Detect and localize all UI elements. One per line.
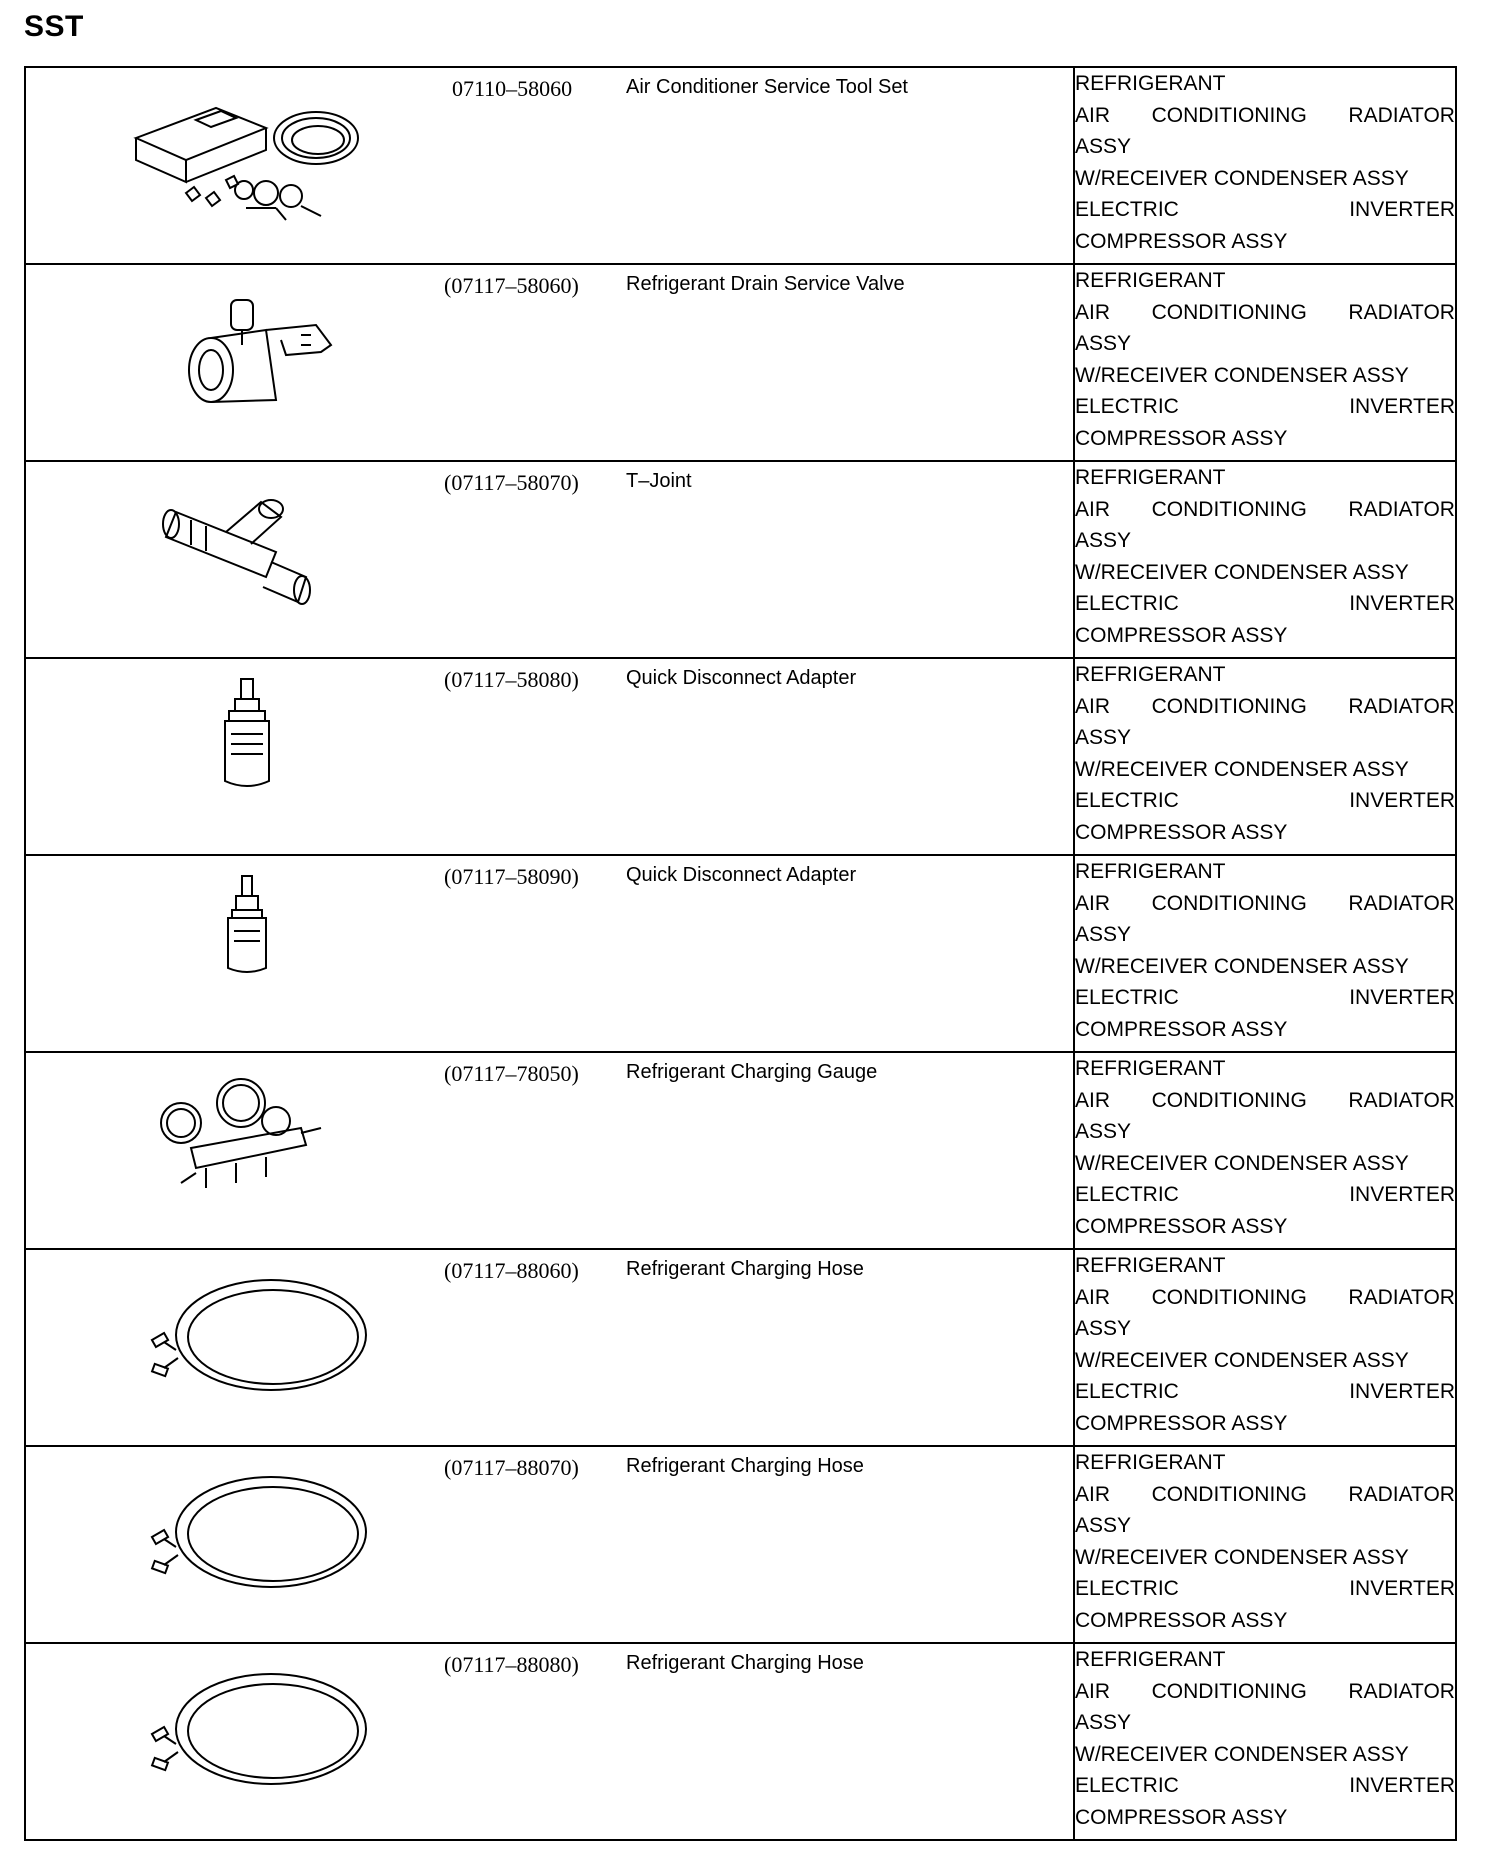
usage-line-air-conditioning-radiator: [1075, 888, 1455, 920]
usage-line-assy: ASSY: [1075, 529, 1132, 552]
usage-word-air: AIR: [1075, 694, 1111, 718]
usage-word-conditioning: CONDITIONING: [1151, 300, 1307, 324]
part-number: (07117–58090): [444, 864, 579, 889]
usage-word-radiator: RADIATOR: [1348, 891, 1455, 915]
usage-word-inverter: INVERTER: [1349, 1577, 1455, 1600]
usage-line-electric-inverter: [1075, 1179, 1455, 1211]
usage-line-electric-inverter: [1075, 194, 1455, 226]
charging-hose-icon: [96, 1654, 396, 1824]
tool-name: Quick Disconnect Adapter: [626, 667, 857, 689]
part-number: (07117–88070): [444, 1455, 579, 1480]
usage-cell: [1074, 855, 1456, 1052]
tool-name: Air Conditioner Service Tool Set: [626, 76, 908, 98]
usage-cell: [1074, 264, 1456, 461]
tool-cell: [25, 1052, 1074, 1249]
usage-line-refrigerant: REFRIGERANT: [1075, 1057, 1226, 1080]
usage-line-air-conditioning-radiator: [1075, 1479, 1455, 1511]
part-number: (07117–58070): [444, 470, 579, 495]
usage-word-radiator: RADIATOR: [1348, 1679, 1455, 1703]
usage-word-inverter: INVERTER: [1349, 789, 1455, 812]
usage-word-air: AIR: [1075, 103, 1111, 127]
charging-hose-icon: [96, 1457, 396, 1627]
usage-word-radiator: RADIATOR: [1348, 300, 1455, 324]
usage-word-inverter: INVERTER: [1349, 592, 1455, 615]
usage-line-air-conditioning-radiator: [1075, 1085, 1455, 1117]
tool-cell: [25, 1643, 1074, 1840]
usage-word-conditioning: CONDITIONING: [1151, 1088, 1307, 1112]
usage-word-air: AIR: [1075, 1088, 1111, 1112]
usage-word-electric: ELECTRIC: [1075, 789, 1179, 812]
tool-cell: [25, 1249, 1074, 1446]
usage-line-compressor: COMPRESSOR ASSY: [1075, 1805, 1288, 1829]
usage-cell: [1074, 1643, 1456, 1840]
usage-word-radiator: RADIATOR: [1348, 497, 1455, 521]
usage-line-electric-inverter: [1075, 588, 1455, 620]
tool-name: Refrigerant Charging Hose: [626, 1455, 864, 1477]
usage-line-compressor: COMPRESSOR ASSY: [1075, 1411, 1288, 1435]
sst-table-body: [25, 67, 1456, 1840]
usage-line-assy: ASSY: [1075, 332, 1132, 355]
part-number: (07117–88060): [444, 1258, 579, 1283]
usage-line-compressor: COMPRESSOR ASSY: [1075, 820, 1288, 844]
usage-word-air: AIR: [1075, 497, 1111, 521]
usage-word-air: AIR: [1075, 1285, 1111, 1309]
usage-word-electric: ELECTRIC: [1075, 592, 1179, 615]
usage-word-radiator: RADIATOR: [1348, 1482, 1455, 1506]
usage-line-air-conditioning-radiator: [1075, 1676, 1455, 1708]
usage-word-radiator: RADIATOR: [1348, 1285, 1455, 1309]
usage-line-air-conditioning-radiator: [1075, 100, 1455, 132]
usage-line-assy: ASSY: [1075, 923, 1132, 946]
sst-table: [24, 66, 1457, 1841]
tool-row: [25, 1643, 1456, 1840]
charging-gauge-icon: [96, 1063, 396, 1233]
usage-word-inverter: INVERTER: [1349, 986, 1455, 1009]
tool-row: [25, 1052, 1456, 1249]
usage-line-air-conditioning-radiator: [1075, 494, 1455, 526]
usage-line-electric-inverter: [1075, 1573, 1455, 1605]
usage-line-compressor: COMPRESSOR ASSY: [1075, 426, 1288, 450]
usage-line-refrigerant: REFRIGERANT: [1075, 1254, 1226, 1277]
usage-line-compressor: COMPRESSOR ASSY: [1075, 229, 1288, 253]
usage-line-air-conditioning-radiator: [1075, 691, 1455, 723]
usage-line-compressor: COMPRESSOR ASSY: [1075, 1214, 1288, 1238]
part-number: 07110–58060: [452, 76, 573, 101]
part-number: (07117–58080): [444, 667, 579, 692]
part-number: (07117–78050): [444, 1061, 579, 1086]
tool-name: Refrigerant Charging Hose: [626, 1652, 864, 1674]
usage-word-inverter: INVERTER: [1349, 1183, 1455, 1206]
usage-line-condenser: W/RECEIVER CONDENSER ASSY: [1075, 1545, 1409, 1569]
tool-row: [25, 658, 1456, 855]
tool-name: Refrigerant Charging Hose: [626, 1258, 864, 1280]
usage-word-conditioning: CONDITIONING: [1151, 497, 1307, 521]
quick-adapter-small-icon: [96, 866, 396, 1036]
usage-line-condenser: W/RECEIVER CONDENSER ASSY: [1075, 166, 1409, 190]
usage-line-assy: ASSY: [1075, 1514, 1132, 1537]
usage-line-refrigerant: REFRIGERANT: [1075, 466, 1226, 489]
tool-cell: [25, 658, 1074, 855]
tool-row: [25, 1249, 1456, 1446]
drain-valve-icon: [96, 275, 396, 445]
usage-word-electric: ELECTRIC: [1075, 986, 1179, 1009]
tool-row: [25, 1446, 1456, 1643]
usage-line-air-conditioning-radiator: [1075, 1282, 1455, 1314]
tool-row: [25, 461, 1456, 658]
usage-line-assy: ASSY: [1075, 1120, 1132, 1143]
usage-line-refrigerant: REFRIGERANT: [1075, 1451, 1226, 1474]
tool-cell: [25, 855, 1074, 1052]
usage-line-assy: ASSY: [1075, 135, 1132, 158]
tool-cell: [25, 461, 1074, 658]
usage-line-assy: ASSY: [1075, 1317, 1132, 1340]
usage-line-condenser: W/RECEIVER CONDENSER ASSY: [1075, 954, 1409, 978]
tool-cell: [25, 1446, 1074, 1643]
usage-line-refrigerant: REFRIGERANT: [1075, 663, 1226, 686]
usage-line-condenser: W/RECEIVER CONDENSER ASSY: [1075, 560, 1409, 584]
usage-line-refrigerant: REFRIGERANT: [1075, 269, 1226, 292]
usage-word-inverter: INVERTER: [1349, 198, 1455, 221]
tool-name: Refrigerant Drain Service Valve: [626, 273, 905, 295]
usage-line-refrigerant: REFRIGERANT: [1075, 860, 1226, 883]
usage-line-electric-inverter: [1075, 785, 1455, 817]
service-tool-set-icon: [96, 78, 396, 248]
usage-cell: [1074, 1446, 1456, 1643]
usage-line-compressor: COMPRESSOR ASSY: [1075, 623, 1288, 647]
usage-line-electric-inverter: [1075, 391, 1455, 423]
tool-row: [25, 855, 1456, 1052]
tool-cell: [25, 67, 1074, 264]
usage-word-electric: ELECTRIC: [1075, 1183, 1179, 1206]
usage-word-inverter: INVERTER: [1349, 1380, 1455, 1403]
page-title: SST: [24, 10, 84, 43]
usage-word-conditioning: CONDITIONING: [1151, 891, 1307, 915]
usage-word-conditioning: CONDITIONING: [1151, 1482, 1307, 1506]
usage-line-condenser: W/RECEIVER CONDENSER ASSY: [1075, 1348, 1409, 1372]
tool-row: [25, 264, 1456, 461]
usage-cell: [1074, 658, 1456, 855]
usage-line-air-conditioning-radiator: [1075, 297, 1455, 329]
usage-word-air: AIR: [1075, 891, 1111, 915]
usage-cell: [1074, 461, 1456, 658]
usage-word-conditioning: CONDITIONING: [1151, 1285, 1307, 1309]
usage-word-electric: ELECTRIC: [1075, 198, 1179, 221]
usage-line-condenser: W/RECEIVER CONDENSER ASSY: [1075, 363, 1409, 387]
usage-line-condenser: W/RECEIVER CONDENSER ASSY: [1075, 1151, 1409, 1175]
usage-word-electric: ELECTRIC: [1075, 395, 1179, 418]
usage-word-conditioning: CONDITIONING: [1151, 103, 1307, 127]
usage-word-air: AIR: [1075, 300, 1111, 324]
usage-line-refrigerant: REFRIGERANT: [1075, 1648, 1226, 1671]
usage-word-electric: ELECTRIC: [1075, 1380, 1179, 1403]
usage-word-inverter: INVERTER: [1349, 395, 1455, 418]
usage-word-electric: ELECTRIC: [1075, 1774, 1179, 1797]
usage-line-electric-inverter: [1075, 1770, 1455, 1802]
tool-name: Quick Disconnect Adapter: [626, 864, 857, 886]
quick-adapter-icon: [96, 669, 396, 839]
tool-cell: [25, 264, 1074, 461]
t-joint-icon: [96, 472, 396, 642]
part-number: (07117–58060): [444, 273, 579, 298]
usage-cell: [1074, 67, 1456, 264]
usage-line-assy: ASSY: [1075, 1711, 1132, 1734]
usage-word-conditioning: CONDITIONING: [1151, 694, 1307, 718]
charging-hose-icon: [96, 1260, 396, 1430]
usage-line-condenser: W/RECEIVER CONDENSER ASSY: [1075, 757, 1409, 781]
usage-word-radiator: RADIATOR: [1348, 694, 1455, 718]
tool-row: [25, 67, 1456, 264]
usage-line-compressor: COMPRESSOR ASSY: [1075, 1608, 1288, 1632]
usage-word-radiator: RADIATOR: [1348, 1088, 1455, 1112]
usage-word-electric: ELECTRIC: [1075, 1577, 1179, 1600]
usage-line-assy: ASSY: [1075, 726, 1132, 749]
usage-word-air: AIR: [1075, 1679, 1111, 1703]
usage-word-air: AIR: [1075, 1482, 1111, 1506]
usage-line-electric-inverter: [1075, 1376, 1455, 1408]
usage-line-condenser: W/RECEIVER CONDENSER ASSY: [1075, 1742, 1409, 1766]
usage-word-inverter: INVERTER: [1349, 1774, 1455, 1797]
usage-cell: [1074, 1249, 1456, 1446]
tool-name: Refrigerant Charging Gauge: [626, 1061, 878, 1083]
usage-line-refrigerant: REFRIGERANT: [1075, 72, 1226, 95]
usage-line-compressor: COMPRESSOR ASSY: [1075, 1017, 1288, 1041]
usage-cell: [1074, 1052, 1456, 1249]
usage-word-conditioning: CONDITIONING: [1151, 1679, 1307, 1703]
tool-name: T–Joint: [626, 470, 692, 492]
part-number: (07117–88080): [444, 1652, 579, 1677]
usage-word-radiator: RADIATOR: [1348, 103, 1455, 127]
usage-line-electric-inverter: [1075, 982, 1455, 1014]
